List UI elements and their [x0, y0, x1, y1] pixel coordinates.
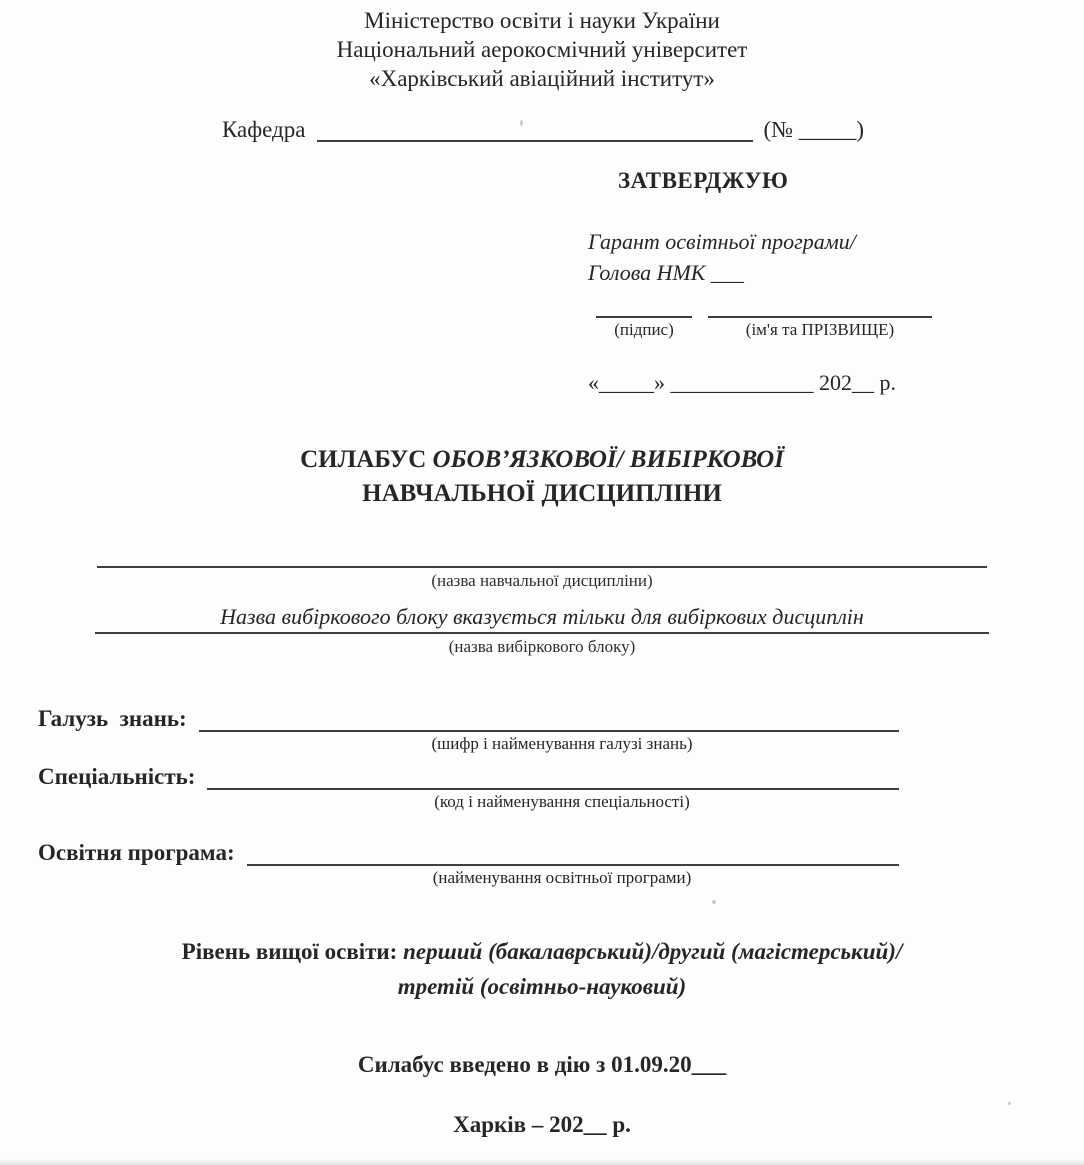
full-name-blank: [708, 304, 932, 318]
approval-block: [588, 168, 940, 396]
scan-speck: [1008, 1102, 1011, 1105]
program-caption: (найменування освітньої програми): [432, 868, 692, 887]
branch-label: Галузь знань:: [38, 706, 187, 731]
department-row: [222, 114, 864, 143]
discipline-name-blank: [97, 548, 987, 568]
approve-heading: ЗАТВЕРДЖУЮ: [618, 168, 789, 193]
elective-block-line: [95, 604, 989, 634]
effective-date-line: Силабус введено в дію з 01.09.20___: [357, 1052, 727, 1077]
field-row: [38, 706, 899, 732]
education-level-value2: третій (освітньо-науковий): [397, 974, 687, 999]
branch-blank: [199, 706, 899, 732]
program-blank: [247, 840, 899, 866]
title-line1: [0, 443, 1084, 477]
university-name-line: Національний аерокосмічний університет: [336, 37, 748, 62]
speciality-blank: [207, 764, 899, 790]
program-label: Освітня програма:: [38, 840, 235, 865]
department-name-blank: [317, 114, 753, 142]
discipline-name-caption: (назва навчальної дисципліни): [431, 571, 653, 590]
title-word-syllabus: СИЛАБУС: [300, 446, 433, 473]
title-line2: НАВЧАЛЬНОЇ ДИСЦИПЛІНИ: [362, 480, 722, 507]
field-row: [38, 764, 899, 790]
approval-date-line: «_____» _____________ 202__ р.: [588, 370, 896, 395]
field-branch-of-knowledge: [0, 706, 1084, 754]
title-mandatory-elective: ОБОВ’ЯЗКОВОЇ/ ВИБІРКОВОЇ: [432, 446, 784, 473]
institute-name-line: «Харківський авіаційний інститут»: [369, 66, 715, 91]
scan-edge-shadow: [0, 1159, 1084, 1165]
city-year-line: Харків – 202__ р.: [453, 1112, 631, 1137]
ministry-line: Міністерство освіти і науки України: [364, 8, 720, 33]
education-level-label: Рівень вищої освіти:: [181, 939, 404, 964]
scan-speck: [712, 900, 716, 904]
department-label: Кафедра: [222, 117, 306, 142]
branch-caption: (шифр і найменування галузі знань): [431, 734, 693, 753]
signature-blank: [596, 304, 692, 318]
speciality-label: Спеціальність:: [38, 764, 196, 789]
field-speciality: [0, 764, 1084, 812]
elective-block-caption: (назва вибіркового блоку): [448, 637, 636, 656]
department-number-blank: (№ _____): [763, 117, 864, 142]
signature-caption: (підпис): [614, 320, 674, 339]
field-row: [38, 840, 899, 866]
signature-lines: [596, 304, 940, 318]
education-level-line1: [0, 934, 1084, 969]
elective-block-hint: Назва вибіркового блоку вказується тільки для вибіркових дисциплін: [220, 604, 864, 629]
document-title: [0, 443, 1084, 511]
field-educational-program: [0, 840, 1084, 888]
scan-speck: [520, 120, 523, 126]
labelled-fields: [0, 706, 1084, 888]
approver-role: [588, 226, 940, 288]
signature-captions: [596, 320, 940, 340]
discipline-name-section: [0, 548, 1084, 657]
speciality-caption: (код і найменування спеціальності): [434, 792, 690, 811]
approver-role-line2: Голова НМК ___: [588, 260, 744, 285]
university-header: [0, 6, 1084, 93]
full-name-caption: (ім'я та ПРІЗВИЩЕ): [745, 320, 895, 339]
education-level-value1: перший (бакалаврський)/другий (магістерський)/: [403, 939, 903, 964]
education-level-section: [0, 934, 1084, 1004]
approver-role-line1: Гарант освітньої програми/: [588, 229, 856, 254]
